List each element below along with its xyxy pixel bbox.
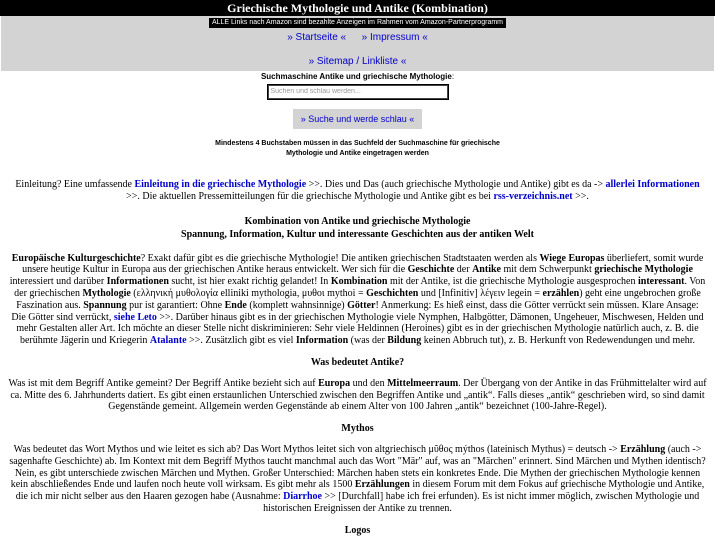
paragraph-text: interessiert und darüber — [9, 276, 107, 288]
section-kulturgeschichte-paragraph — [8, 253, 707, 347]
paragraph-text: . Von der griechischen — [14, 276, 706, 299]
main-content — [0, 179, 715, 537]
search-input[interactable] — [267, 84, 449, 100]
intro-paragraph — [8, 179, 707, 203]
section-mythos-paragraph — [8, 444, 707, 515]
paragraph-text: sucht, ist hier exakt richtig gelandet! In — [168, 276, 331, 288]
paragraph-text: Was bedeutet das Wort Mythos und wie leitet es sich ab? Das Wort Mythos leitet sich von altgriechisch μῦθος mýthos (lateinisch Mythus) = deutsch -> — [13, 443, 621, 455]
bold-term: Europäische Kulturgeschichte — [11, 252, 141, 264]
paragraph-text: mit dem Schwerpunkt — [500, 264, 595, 276]
nav-startseite-link[interactable]: » Startseite « — [287, 32, 347, 44]
section-mythos-heading: Mythos — [341, 423, 374, 435]
site-title-bar — [0, 0, 715, 16]
paragraph-text: ) geht eine ungebrochen große Faszination aus. — [16, 287, 701, 311]
paragraph-text: keinen Abbruch tut), z. B. Herkunft von Redewendungen und mehr. — [421, 335, 696, 347]
main-heading-line1: Kombination von Antike und griechische Mythologie — [244, 215, 471, 227]
bold-term: griechische Mythologie — [594, 264, 693, 276]
bold-term: Information — [295, 335, 349, 347]
paragraph-text: überliefert, somit wurde unsere heutige Kultur in Europa aus der griechischen Antike heraus entwickelt. Wer sich für die — [22, 252, 704, 276]
paragraph-text: und den — [350, 377, 388, 389]
affiliate-notice: ALLE Links nach Amazon sind bezahlte Anzeigen im Rahmen vom Amazon-Partnerprogramm — [209, 18, 506, 28]
bold-term: Ende — [224, 299, 247, 311]
bold-term: Informationen — [106, 276, 169, 288]
section-antike-paragraph — [8, 378, 707, 413]
paragraph-text: ? Exakt dafür gibt es die griechische Mythologie! Die antiken griechischen Stadtstaaten werden als — [140, 252, 540, 264]
bold-term: erzählen — [542, 287, 580, 299]
bold-term: Erzählungen — [354, 479, 410, 491]
section-antike-heading: Was bedeutet Antike? — [310, 356, 405, 368]
paragraph-text: (ελληνική μυθολογία elliniki mythologia, μυθοι mythoi = — [130, 287, 367, 299]
search-section — [0, 72, 715, 159]
sitemap-nav — [1, 55, 714, 69]
search-button[interactable]: » Suche und werde schlau « — [293, 109, 423, 129]
bold-term: interessant — [638, 276, 685, 288]
bold-term: Geschichte — [407, 264, 455, 276]
top-nav — [1, 31, 714, 45]
allerlei-informationen-link[interactable]: allerlei Informationen — [605, 178, 700, 190]
bold-term: Wiege Europas — [539, 252, 605, 264]
bold-term: Geschichten — [366, 287, 419, 299]
intro-text: >>. Die aktuellen Pressemitteilungen für die griechische Mythologie und Antike gibt es bei — [126, 190, 494, 202]
header-box — [1, 16, 714, 71]
paragraph-text: (komplett wahnsinnige) — [246, 299, 348, 311]
bold-term: Erzählung — [620, 443, 666, 455]
bold-term: Götter — [347, 299, 376, 311]
bold-term: Antike — [472, 264, 501, 276]
nav-sitemap-link[interactable]: » Sitemap / Linkliste « — [308, 56, 407, 68]
search-label-colon: : — [451, 72, 455, 82]
paragraph-text: in diesem Forum mit dem Fokus auf griechische Mythologie und Antike, die ich mir nicht selber aus den Haaren gezogen habe (Ausnahme: — [15, 479, 705, 503]
paragraph-text: . Der Übergang von der Antike in das Frühmittelalter wird auf ca. Mitte des 6. Jahrhunderts datiert. Es gibt einen erstaunlichen Unterschied zwischen den Begriffen Antike und „antik“. Falls dieses „antik“ geschrieben wird, so sind damit Gegenstände gemeint. Allgemein werden Gegenstände ab einem Alter von 100 Jahren „antik“ bezeichnet (100-Jahre-Regel). — [10, 377, 707, 413]
paragraph-text: ! Anmerkung: Es hieß einst, dass die Götter verrückt sein müssen. Klare Ansage: Die Götter sind verrückt, — [11, 299, 699, 323]
intro-text: >>. Dies und Das (auch griechische Mythologie und Antike) gibt es da -> — [306, 178, 606, 190]
diarrhoe-link[interactable]: Diarrhoe — [283, 491, 322, 503]
paragraph-text: >>. Zusätzlich gibt es viel — [186, 335, 296, 347]
bold-term: Bildung — [387, 335, 422, 347]
bold-term: Mittelmeerraum — [387, 377, 459, 389]
paragraph-text: mit der Antike, ist die griechische Mythologie ausgesprochen — [387, 276, 638, 288]
intro-text: >>. — [572, 190, 589, 202]
siehe-leto-link[interactable]: siehe Leto — [113, 311, 157, 323]
search-hint: Mindestens 4 Buchstaben müssen in das Suchfeld der Suchmaschine für griechische Mythologie und Antike eingetragen werden — [215, 139, 500, 157]
paragraph-text: Was ist mit dem Begriff Antike gemeint? Der Begriff Antike bezieht sich auf — [8, 377, 319, 389]
intro-text: Einleitung? Eine umfassende — [15, 178, 135, 190]
einleitung-link[interactable]: Einleitung in die griechische Mythologie — [134, 178, 307, 190]
main-heading-line2: Spannung, Information, Kultur und interessante Geschichten aus der antiken Welt — [181, 228, 534, 240]
paragraph-text: (auch -> sagenhafte Geschichte) ab. Im Kontext mit dem Begriff Mythos taucht manchmal auch das Wort "Mär" auf, was an "Märchen" erinnert. Sind Märchen und Mythen identisch? Nein, es gibt unterschiede zwischen Märchen und Mythen. Großer Unterschied: Märchen haben stets ein konkretes Ende. Die Mythen der griechischen Mythologie kennen kein abschließendes Ende und laufen noch heute voll wirksam. Es gibt mehr als 1500 — [9, 443, 706, 491]
paragraph-text: >> [Durchfall] habe ich frei erfunden). Es ist nicht immer möglich, zwischen Mythologie und historischen Ereignissen der Antike zu trennen. — [263, 491, 700, 514]
nav-impressum-link[interactable]: » Impressum « — [361, 32, 428, 44]
rss-verzeichnis-link[interactable]: rss-verzeichnis.net — [493, 190, 573, 202]
search-label — [0, 72, 715, 81]
main-heading — [8, 215, 707, 241]
site-title: Griechische Mythologie und Antike (Kombination) — [227, 1, 488, 15]
paragraph-text: (was der — [348, 335, 388, 347]
section-logos-heading: Logos — [344, 524, 371, 536]
paragraph-text: und [Infinitiv] λέγειν legein = — [418, 287, 543, 299]
bold-term: Mythologie — [82, 287, 131, 299]
bold-term: Europa — [318, 377, 351, 389]
paragraph-text: >>. Darüber hinaus gibt es in der griechischen Mythologie viele Nymphen, Halbgötter, Dämonen, Ungeheuer, Mischwesen, Helden und mehr Gestalten aller Art. Ich möchte an dieser Stelle nicht diskriminieren: Sehr viele Heldinnen (Heroines) gibt es in der griechischen Mythologie natürlich auch, z. B. die berühmte Jägerin und Kriegerin — [16, 311, 704, 347]
paragraph-text: pur ist garantiert: Ohne — [126, 299, 225, 311]
search-label-text: Suchmaschine Antike und griechische Mythologie — [260, 72, 452, 82]
atalante-link[interactable]: Atalante — [149, 335, 187, 347]
bold-term: Spannung — [83, 299, 127, 311]
paragraph-text: der — [454, 264, 473, 276]
bold-term: Kombination — [330, 276, 388, 288]
